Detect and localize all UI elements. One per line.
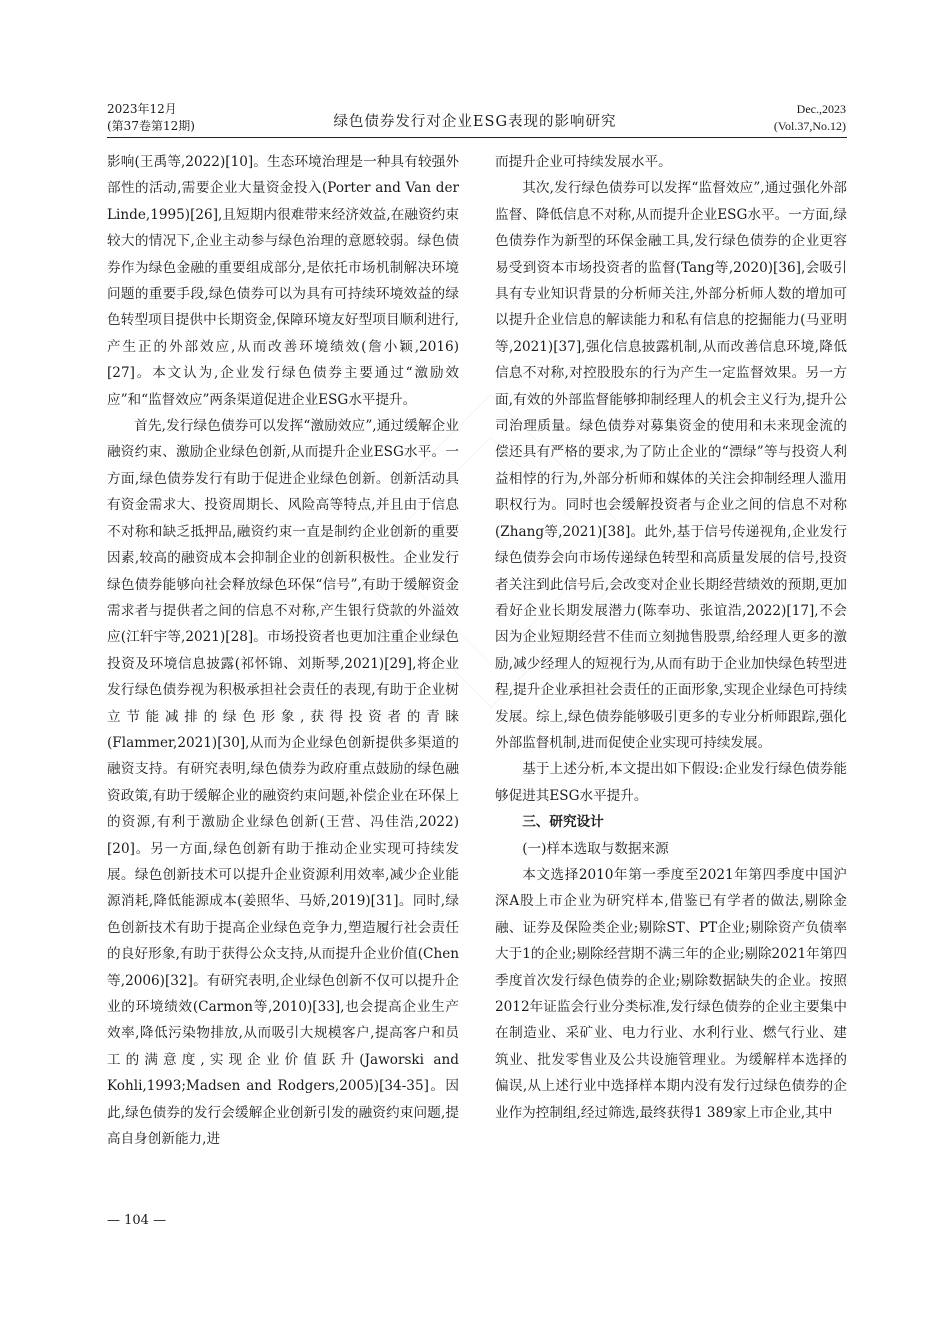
paragraph: 首先,发行绿色债券可以发挥“激励效应”,通过缓解企业融资约束、激励企业绿色创新,从而提升企业ESG水平。一方面,绿色债券发行有助于促进企业绿色创新。创新活动具有资金需求大、投资周期长、风险高等特点,并且由于信息不对称和缺乏抵押品,融资约束一直是制约企业创新的重要因素,较高的融资成本会抑制企业的创新积极性。企业发行绿色债券能够向社会释放绿色环保“信号”,有助于缓解资金需求者与提供者之间的信息不对称,产生银行贷款的外溢效应(江轩宇等,2021)[28]。市场投资者也更加注重企业绿色投资及环境信息披露(祁怀锦、刘斯琴,2021)[29],将企业发行绿色债券视为积极承担社会责任的表现,有助于企业树立节能减排的绿色形象,获得投资者的青睐(Flammer,2021)[30],从而为企业绿色创新提供多渠道的融资支持。有研究表明,绿色债券为政府重点鼓励的绿色融资政策,有助于缓解企业的融资约束问题,补偿企业在环保上的资源,有利于激励企业绿色创新(王营、冯佳浩,2022)[20]。另一方面,绿色创新有助于推动企业实现可持续发展。绿色创新技术可以提升企业资源利用效率,减少企业能源消耗,降低能源成本(姜照华、马娇,2019)[31]。同时,绿色创新技术有助于提高企业绿色竞争力,塑造履行社会责任的良好形象,有助于获得公众支持,从而提升企业价值(Chen等,2006)[32]。有研究表明,企业绿色创新不仅可以提升企业的环境绩效(Carmon等,2010)[33],也会提高企业生产效率,降低污染物排放,从而吸引大规模客户,提高客户和员工的满意度,实现企业价值跃升(Jaworski and Kohli,1993;Madsen and Rodgers,2005)[34-35]。因此,绿色债券的发行会缓解企业创新引发的融资约束问题,提高自身创新能力,进: [107, 418, 459, 1148]
paragraph: 其次,发行绿色债券可以发挥“监督效应”,通过强化外部监督、降低信息不对称,从而提升企业ESG水平。一方面,绿色债券作为新型的环保金融工具,发行绿色债券的企业更容易受到资本市场投资者的监督(Tang等,2020)[36],会吸引具有专业知识背景的分析师关注,外部分析师人数的增加可以提升企业信息的解读能力和私有信息的挖掘能力(马亚明等,2021)[37],强化信息披露机制,从而改善信息环境,降低信息不对称,对控股股东的行为产生一定监督效果。另一方面,有效的外部监督能够抑制经理人的机会主义行为,提升公司治理质量。绿色债券对募集资金的使用和未来现金流的偿还具有严格的要求,为了防止企业的“漂绿”等与投资人利益相悖的行为,外部分析师和媒体的关注会抑制经理人滥用职权行为。同时也会缓解投资者与企业之间的信息不对称(Zhang等,2021)[38]。此外,基于信号传递视角,企业发行绿色债券会向市场传递绿色转型和高质量发展的信号,投资者关注到此信号后,会改变对企业长期经营绩效的预期,更加看好企业长期发展潜力(陈奉功、张谊浩,2022)[17],不会因为企业短期经营不佳而立刻抛售股票,给经理人更多的激励,减少经理人的短视行为,从而有助于企业加快绿色转型进程,提升企业承担社会责任的正面形象,实现企业绿色可持续发展。综上,绿色债券能够吸引更多的专业分析师跟踪,强化外部监督机制,进而促使企业实现可持续发展。: [495, 180, 847, 751]
journal-date-en-line: Dec.,2023: [796, 102, 846, 116]
left-column: [107, 149, 459, 1152]
section-heading: 三、研究设计: [522, 814, 604, 831]
subsection-heading: (一)样本选取与数据来源: [522, 840, 669, 857]
paragraph: 影响(王禹等,2022)[10]。生态环境治理是一种具有较强外部性的活动,需要企业大量资金投入(Porter and Van der Linde,1995)[26],且短期内很难带来经济效益,在融资约束较大的情况下,企业主动参与绿色治理的意愿较弱。绿色债券作为绿色金融的重要组成部分,是依托市场机制解决环境问题的重要手段,绿色债券可以为具有可持续环境效益的绿色转型项目提供中长期资金,保障环境友好型项目顺利进行,产生正的外部效应,从而改善环境绩效(詹小颖,2016)[27]。本文认为,企业发行绿色债券主要通过“激励效应”和“监督效应”两条渠道促进企业ESG水平提升。: [107, 154, 459, 408]
page-number: — 104 —: [107, 1213, 167, 1228]
paragraph: 本文选择2010年第一季度至2021年第四季度中国沪深A股上市企业为研究样本,借鉴已有学者的做法,剔除金融、证券及保险类企业;剔除ST、PT企业;剔除资产负债率大于1的企业;剔除经营期不满三年的企业;剔除2021年第四季度首次发行绿色债券的企业;剔除数据缺失的企业。按照2012年证监会行业分类标准,发行绿色债券的企业主要集中在制造业、采矿业、电力行业、水利行业、燃气行业、建筑业、批发零售业及公共设施管理业。为缓解样本选择的偏误,从上述行业中选择样本期内没有发行过绿色债券的企业作为控制组,经过筛选,最终获得1 389家上市企业,其中: [495, 866, 847, 1121]
header-rule: [107, 137, 847, 138]
journal-date-en: [774, 101, 846, 135]
journal-volume-en-line: (Vol.37,No.12): [773, 119, 846, 133]
journal-volume-line: (第37卷第12期): [107, 119, 195, 133]
right-column: [495, 149, 847, 1126]
running-title: 绿色债券发行对企业ESG表现的影响研究: [333, 114, 617, 130]
paragraph: 而提升企业可持续发展水平。: [495, 154, 672, 170]
paragraph: 基于上述分析,本文提出如下假设:企业发行绿色债券能够促进其ESG水平提升。: [495, 761, 847, 804]
journal-date-line: 2023年12月: [107, 102, 177, 116]
